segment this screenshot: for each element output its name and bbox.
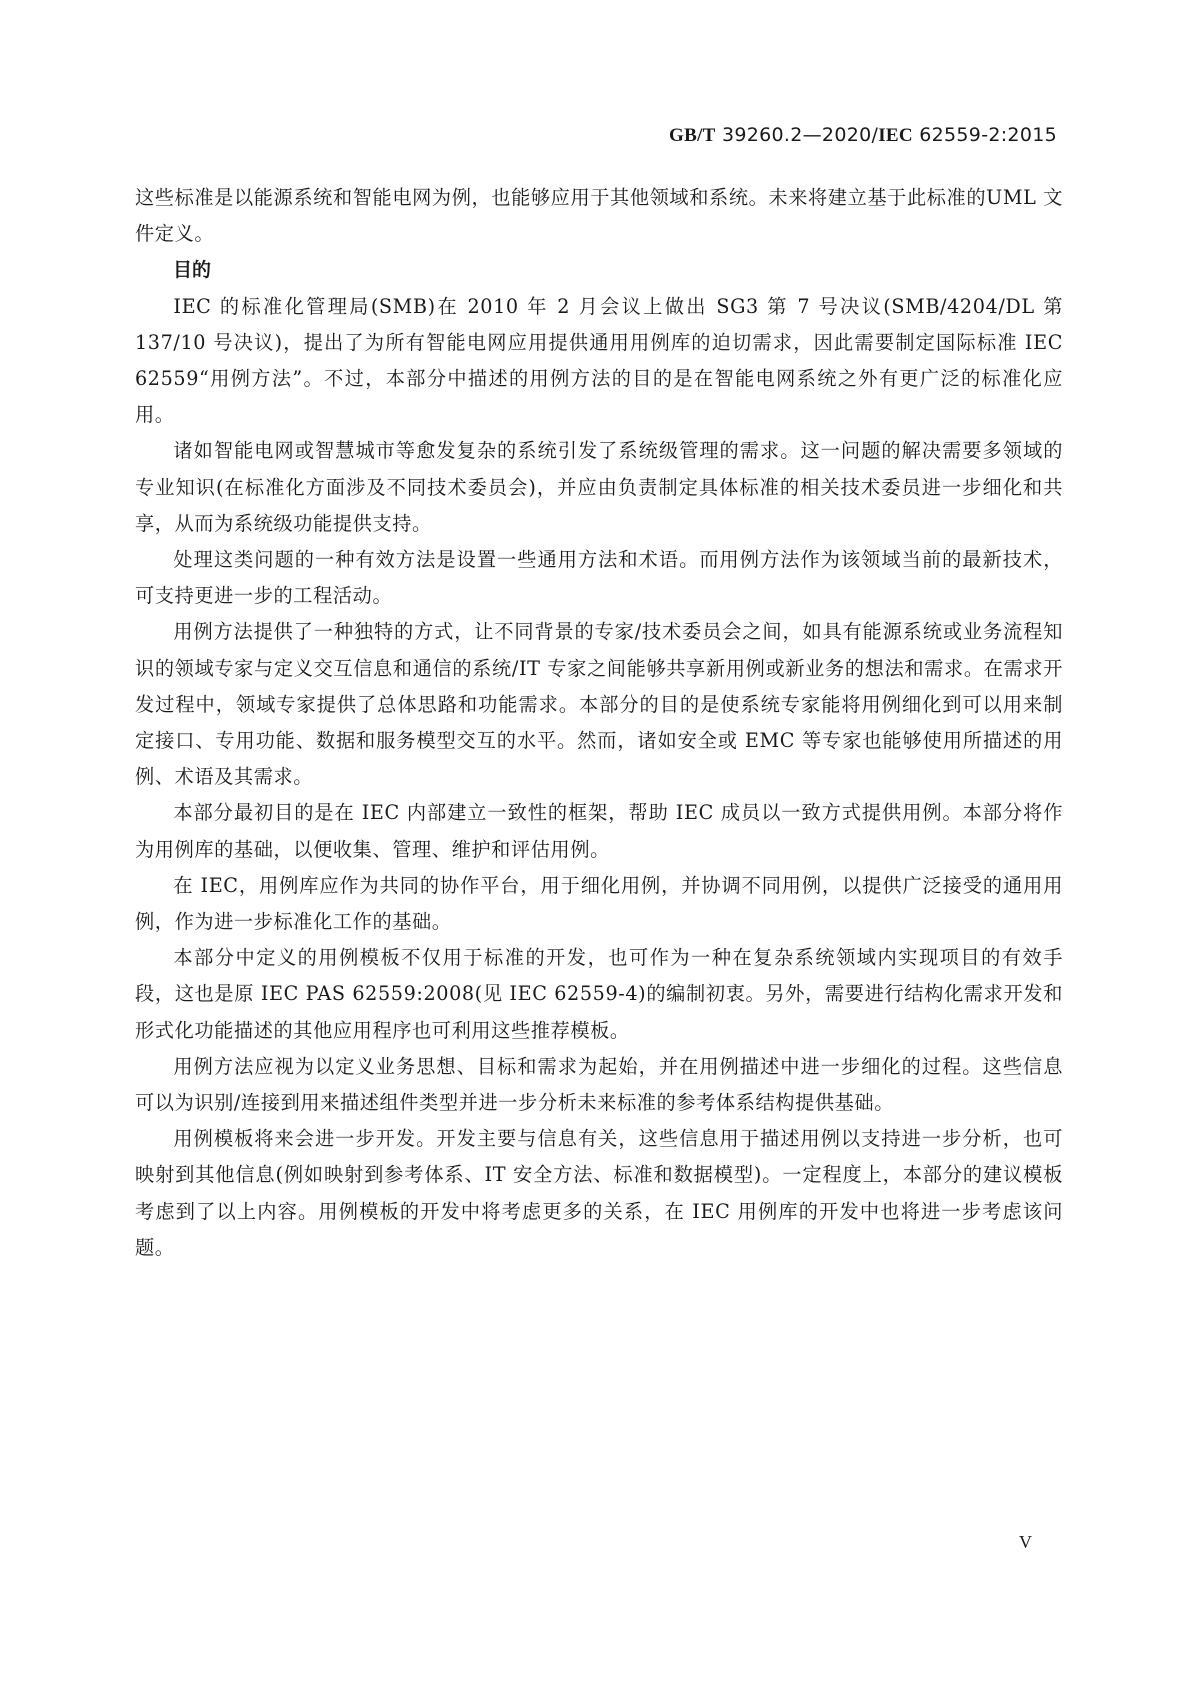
iec-number: 62559-2:2015 xyxy=(912,124,1057,146)
standard-prefix: GB/T xyxy=(669,125,716,146)
iec-prefix: IEC xyxy=(878,125,913,146)
document-body xyxy=(135,180,1063,1266)
paragraph: 在 IEC，用例库应作为共同的协作平台，用于细化用例，并协调不同用例，以提供广泛接受的通用用例，作为进一步标准化工作的基础。 xyxy=(135,873,1063,934)
section-heading: 目的 xyxy=(173,259,212,282)
paragraph: 本部分中定义的用例模板不仅用于标准的开发，也可作为一种在复杂系统领域内实现项目的有效手段，这也是原 IEC PAS 62559:2008(见 IEC 62559-4)的编制初衷。另外，需要进行结构化需求开发和形式化功能描述的其他应用程序也可利用这些推荐模板。 xyxy=(135,946,1063,1042)
document-header xyxy=(669,124,1057,147)
standard-number: 39260.2—2020/ xyxy=(715,124,879,146)
paragraph: 诸如智能电网或智慧城市等愈发复杂的系统引发了系统级管理的需求。这一问题的解决需要多领域的专业知识(在标准化方面涉及不同技术委员会)，并应由负责制定具体标准的相关技术委员进一步细化和共享，从而为系统级功能提供支持。 xyxy=(135,439,1063,535)
paragraph: 本部分最初目的是在 IEC 内部建立一致性的框架，帮助 IEC 成员以一致方式提供用例。本部分将作为用例库的基础，以便收集、管理、维护和评估用例。 xyxy=(135,801,1063,861)
paragraph: 用例方法应视为以定义业务思想、目标和需求为起始，并在用例描述中进一步细化的过程。这些信息可以为识别/连接到用来描述组件类型并进一步分析未来标准的参考体系结构提供基础。 xyxy=(135,1054,1063,1115)
intro-continuation: 这些标准是以能源系统和智能电网为例，也能够应用于其他领域和系统。未来将建立基于此标准的UML 文件定义。 xyxy=(135,186,1063,246)
page-number: V xyxy=(1019,1532,1032,1552)
paragraph: 用例方法提供了一种独特的方式，让不同背景的专家/技术委员会之间，如具有能源系统或业务流程知识的领域专家与定义交互信息和通信的系统/IT 专家之间能够共享新用例或新业务的想法和需求。在需求开发过程中，领域专家提供了总体思路和功能需求。本部分的目的是使系统专家能将用例细化到可以用来制定接口、专用功能、数据和服务模型交互的水平。然而，诸如安全或 EMC 等专家也能够使用所描述的用例、术语及其需求。 xyxy=(135,620,1063,789)
paragraph: 处理这类问题的一种有效方法是设置一些通用方法和术语。而用例方法作为该领域当前的最新技术，可支持更进一步的工程活动。 xyxy=(135,548,1063,608)
paragraph: IEC 的标准化管理局(SMB)在 2010 年 2 月会议上做出 SG3 第 7 号决议(SMB/4204/DL 第 137/10 号决议)，提出了为所有智能电网应用提供通用用例库的迫切需求，因此需要制定国际标准 IEC 62559“用例方法”。不过，本部分中描述的用例方法的目的是在智能电网系统之外有更广泛的标准化应用。 xyxy=(135,294,1063,427)
paragraph: 用例模板将来会进一步开发。开发主要与信息有关，这些信息用于描述用例以支持进一步分析，也可映射到其他信息(例如映射到参考体系、IT 安全方法、标准和数据模型)。一定程度上，本部分的建议模板考虑到了以上内容。用例模板的开发中将考虑更多的关系，在 IEC 用例库的开发中也将进一步考虑该问题。 xyxy=(135,1127,1063,1259)
